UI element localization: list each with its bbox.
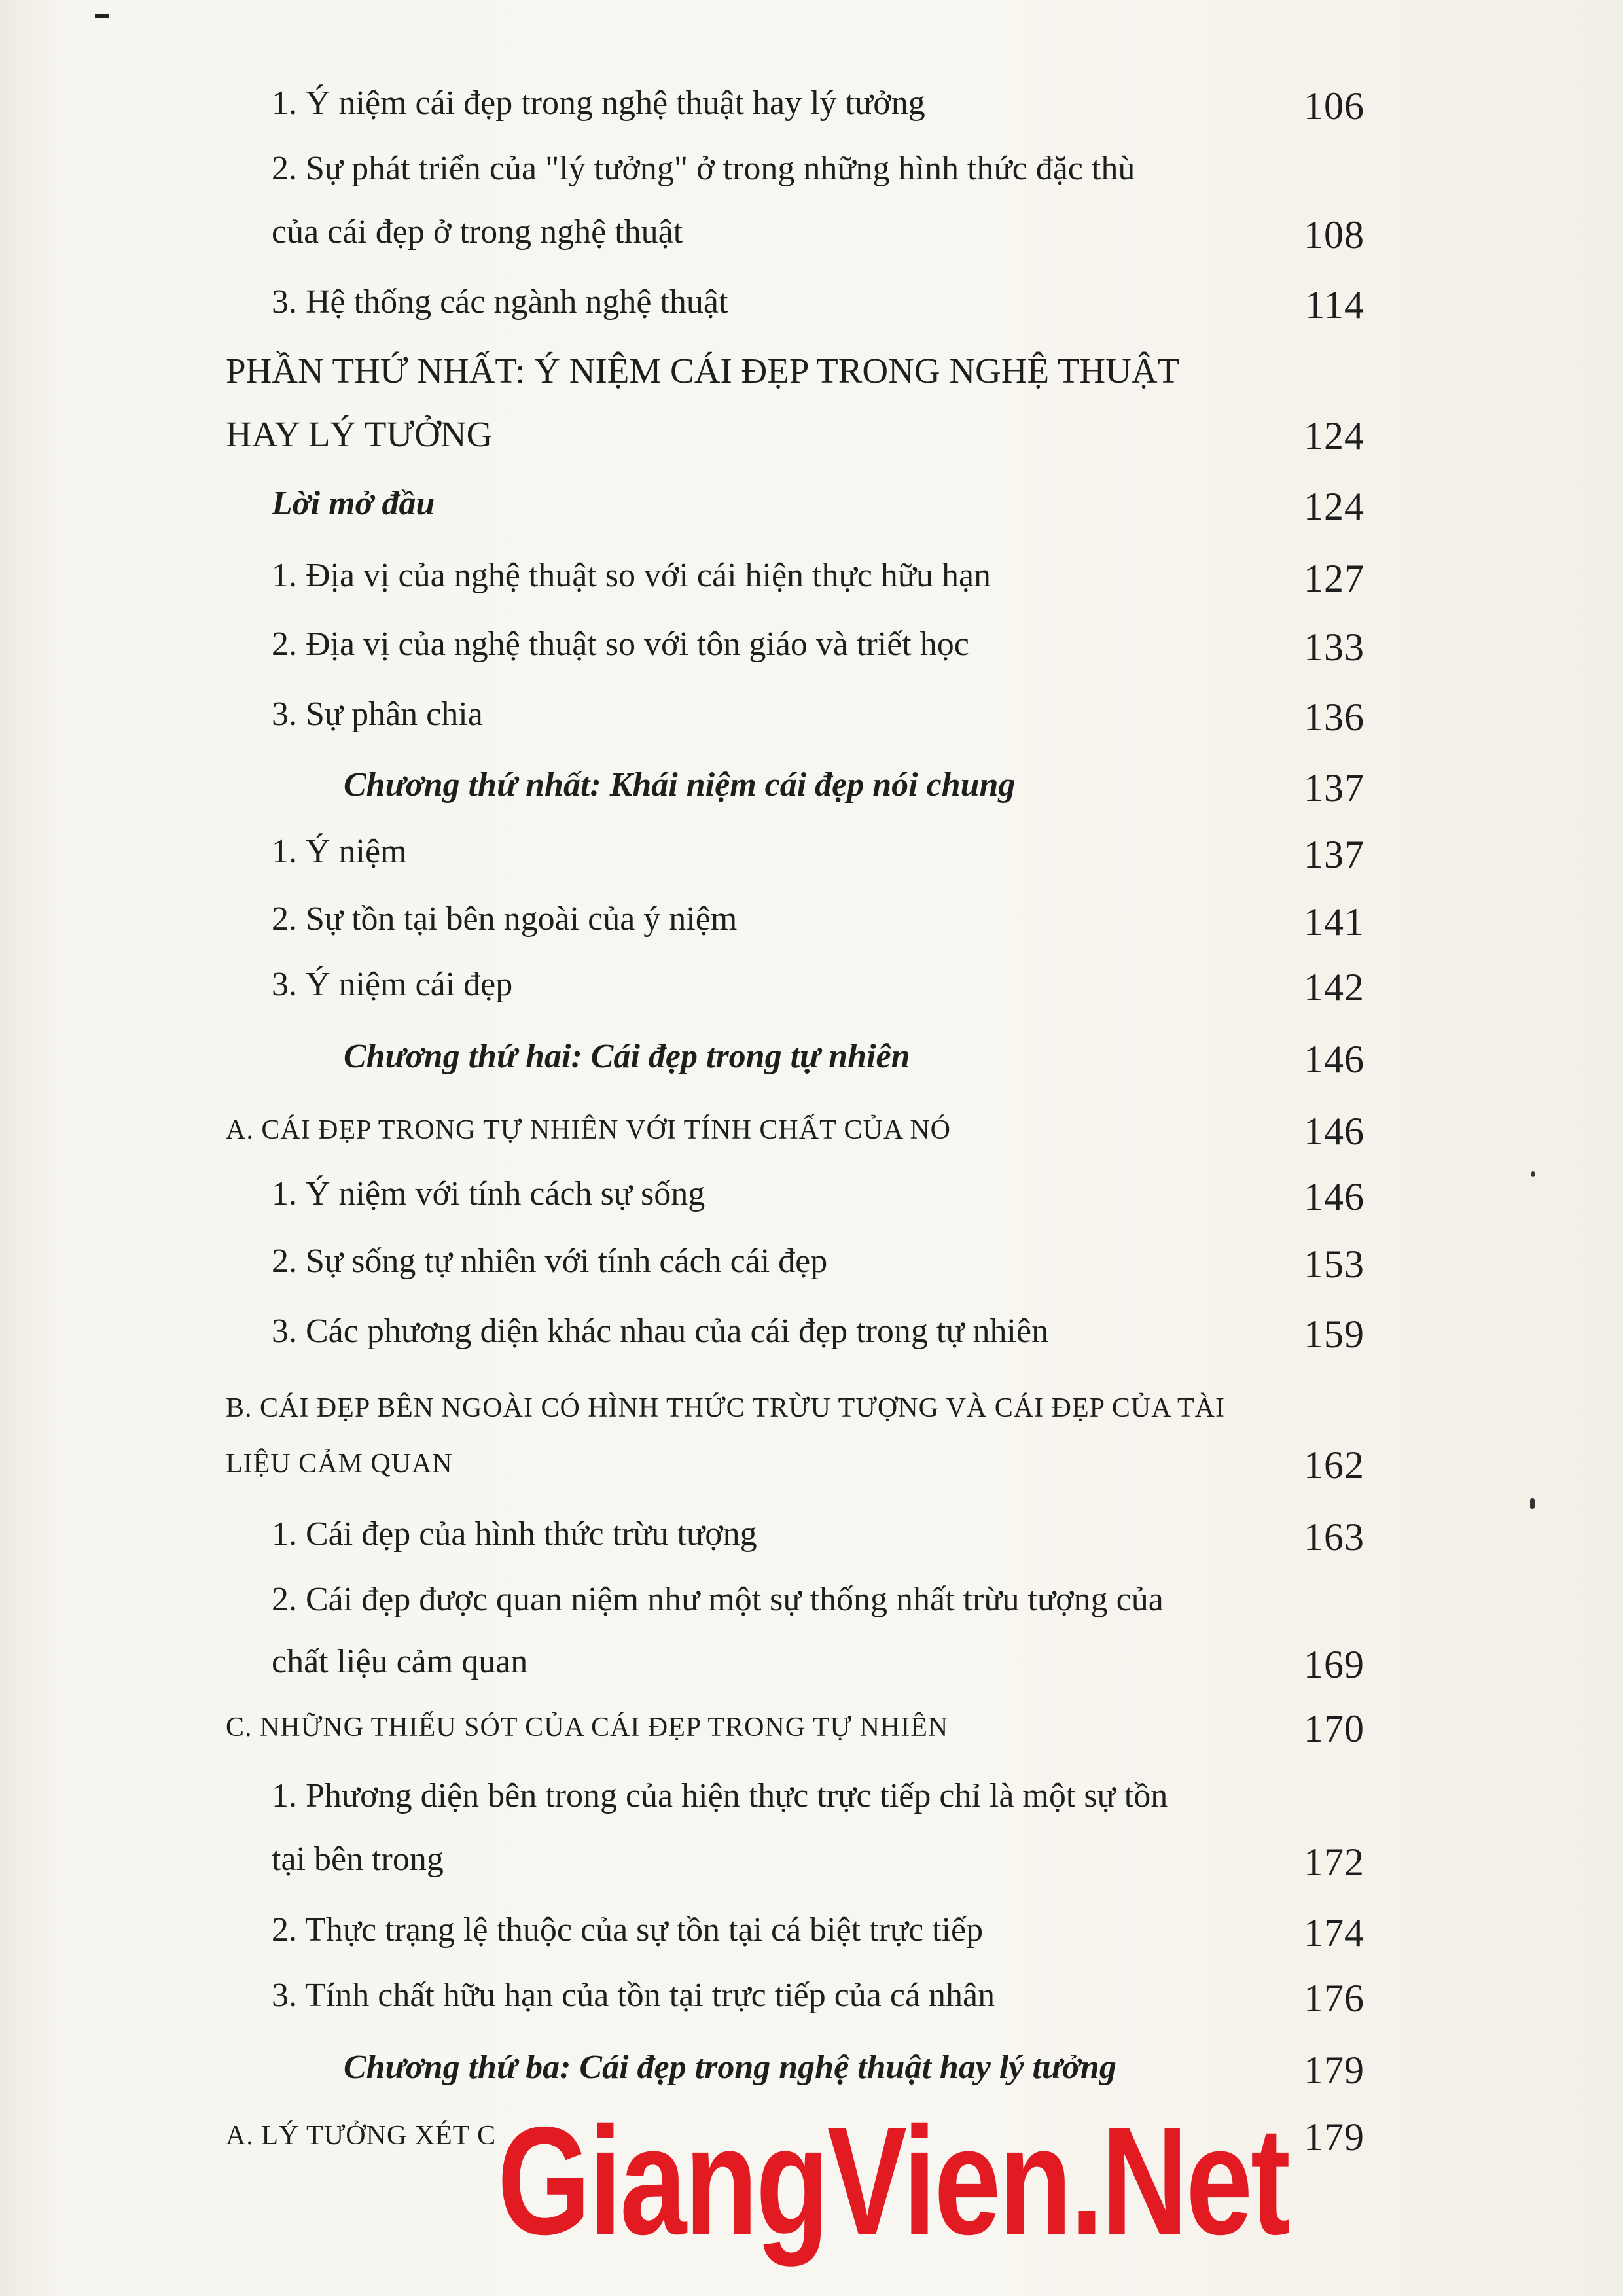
toc-entry [0,149,1623,208]
toc-page-number: 136 [1304,696,1364,739]
toc-entry-text: 2. Sự phát triển của "lý tưởng" ở trong những hình thức đặc thù [272,150,1135,187]
toc-entry [0,1174,1623,1233]
toc-chapter-heading [0,1037,1623,1096]
toc-page-number: 133 [1304,626,1364,669]
toc-entry [0,1312,1623,1371]
toc-entry-text: 1. Ý niệm [272,833,407,870]
scan-mark [95,14,109,18]
toc-entry [0,1642,1623,1701]
toc-entry-text: Lời mở đầu [272,485,435,522]
toc-page-number: 127 [1304,557,1364,600]
toc-page-number: 170 [1304,1707,1364,1750]
toc-entry [0,900,1623,959]
toc-page-number: 106 [1304,84,1364,128]
toc-entry [0,1976,1623,2035]
toc-part-heading [0,350,1623,409]
toc-entry [0,556,1623,615]
toc-page-number: 179 [1304,2115,1364,2159]
toc-entry-text: 2. Địa vị của nghệ thuật so với tôn giáo và triết học [272,626,969,663]
toc-entry-text: 1. Cái đẹp của hình thức trừu tượng [272,1515,757,1553]
toc-section-heading [0,1109,1623,1168]
toc-page-number: 141 [1304,900,1364,944]
toc-entry [0,1776,1623,1835]
toc-entry [0,1515,1623,1574]
toc-page-number: 137 [1304,833,1364,876]
scan-speck [1531,1171,1535,1177]
toc-page-number: 124 [1304,414,1364,457]
toc-entry-text: C. NHỮNG THIẾU SÓT CỦA CÁI ĐẸP TRONG TỰ NHIÊN [226,1712,949,1742]
toc-entry [0,1580,1623,1639]
toc-page-number: 108 [1304,213,1364,256]
toc-entry-text: Chương thứ nhất: Khái niệm cái đẹp nói chung [344,766,1016,804]
toc-entry-text: PHẦN THỨ NHẤT: Ý NIỆM CÁI ĐẸP TRONG NGHỆ THUẬT [226,351,1180,391]
toc-entry [0,283,1623,342]
toc-page-number: 146 [1304,1110,1364,1153]
toc-entry-text: tại bên trong [272,1841,444,1878]
toc-section-heading [0,1387,1623,1446]
toc-page-number: 153 [1304,1243,1364,1286]
toc-page-number: 124 [1304,485,1364,528]
toc-entry-text: 3. Các phương diện khác nhau của cái đẹp trong tự nhiên [272,1313,1049,1350]
toc-entry-text: A. LÝ TƯỞNG XÉT C [226,2121,497,2151]
toc-entry [0,695,1623,754]
toc-entry-text: Chương thứ ba: Cái đẹp trong nghệ thuật hay lý tưởng [344,2049,1116,2086]
toc-entry-text: 3. Tính chất hữu hạn của tồn tại trực tiếp của cá nhân [272,1977,995,2014]
toc-page-number: 137 [1304,766,1364,809]
toc-page-number: 142 [1304,966,1364,1009]
toc-entry [0,84,1623,143]
toc-entry [0,832,1623,891]
toc-page-number: 114 [1305,283,1364,327]
toc-entry-text: 1. Phương diện bên trong của hiện thực trực tiếp chỉ là một sự tồn [272,1777,1168,1814]
toc-entry [0,965,1623,1024]
toc-part-heading [0,414,1623,472]
toc-entry-text: 2. Sự tồn tại bên ngoài của ý niệm [272,900,738,938]
toc-entry-text: của cái đẹp ở trong nghệ thuật [272,213,683,251]
toc-page-number: 146 [1304,1038,1364,1081]
toc-page-number: 172 [1304,1841,1364,1884]
toc-page-number: 163 [1304,1515,1364,1559]
toc-entry-text: 1. Ý niệm cái đẹp trong nghệ thuật hay lý tưởng [272,84,925,122]
toc-entry-text: 1. Địa vị của nghệ thuật so với cái hiện thực hữu hạn [272,557,991,594]
toc-entry-text: 3. Sự phân chia [272,696,483,733]
toc-page-number: 146 [1304,1175,1364,1218]
toc-page-number: 162 [1304,1443,1364,1487]
toc-entry-text: 2. Thực trạng lệ thuộc của sự tồn tại cá biệt trực tiếp [272,1911,984,1949]
toc-entry [0,484,1623,543]
toc-entry-text: 3. Ý niệm cái đẹp [272,966,513,1003]
toc-page-number: 176 [1304,1977,1364,2020]
watermark-logo: GiangVien.Net [497,2094,1289,2267]
toc-page-number: 174 [1304,1911,1364,1954]
toc-entry-text: HAY LÝ TƯỞNG [226,414,493,454]
toc-page-number: 179 [1304,2049,1364,2092]
toc-entry [0,213,1623,272]
toc-entry [0,1840,1623,1899]
toc-page-number: 169 [1304,1643,1364,1686]
toc-entry-text: 1. Ý niệm với tính cách sự sống [272,1175,705,1212]
toc-entry [0,625,1623,684]
toc-page-number: 159 [1304,1313,1364,1356]
toc-entry-text: 2. Cái đẹp được quan niệm như một sự thống nhất trừu tượng của [272,1581,1164,1618]
toc-section-heading [0,1706,1623,1765]
scan-speck [1530,1498,1535,1509]
toc-entry-text: chất liệu cảm quan [272,1643,528,1680]
toc-entry-text: A. CÁI ĐẸP TRONG TỰ NHIÊN VỚI TÍNH CHẤT CỦA NÓ [226,1115,951,1145]
toc-entry [0,1242,1623,1301]
toc-section-heading [0,1443,1623,1502]
toc-entry-text: LIỆU CẢM QUAN [226,1449,453,1479]
toc-entry-text: 2. Sự sống tự nhiên với tính cách cái đẹp [272,1243,828,1280]
toc-entry-text: B. CÁI ĐẸP BÊN NGOÀI CÓ HÌNH THỨC TRỪU TƯỢNG VÀ CÁI ĐẸP CỦA TÀI [226,1393,1225,1423]
toc-entry-text: 3. Hệ thống các ngành nghệ thuật [272,283,728,321]
toc-entry-text: Chương thứ hai: Cái đẹp trong tự nhiên [344,1038,910,1075]
toc-entry [0,1911,1623,1969]
toc-chapter-heading [0,766,1623,824]
